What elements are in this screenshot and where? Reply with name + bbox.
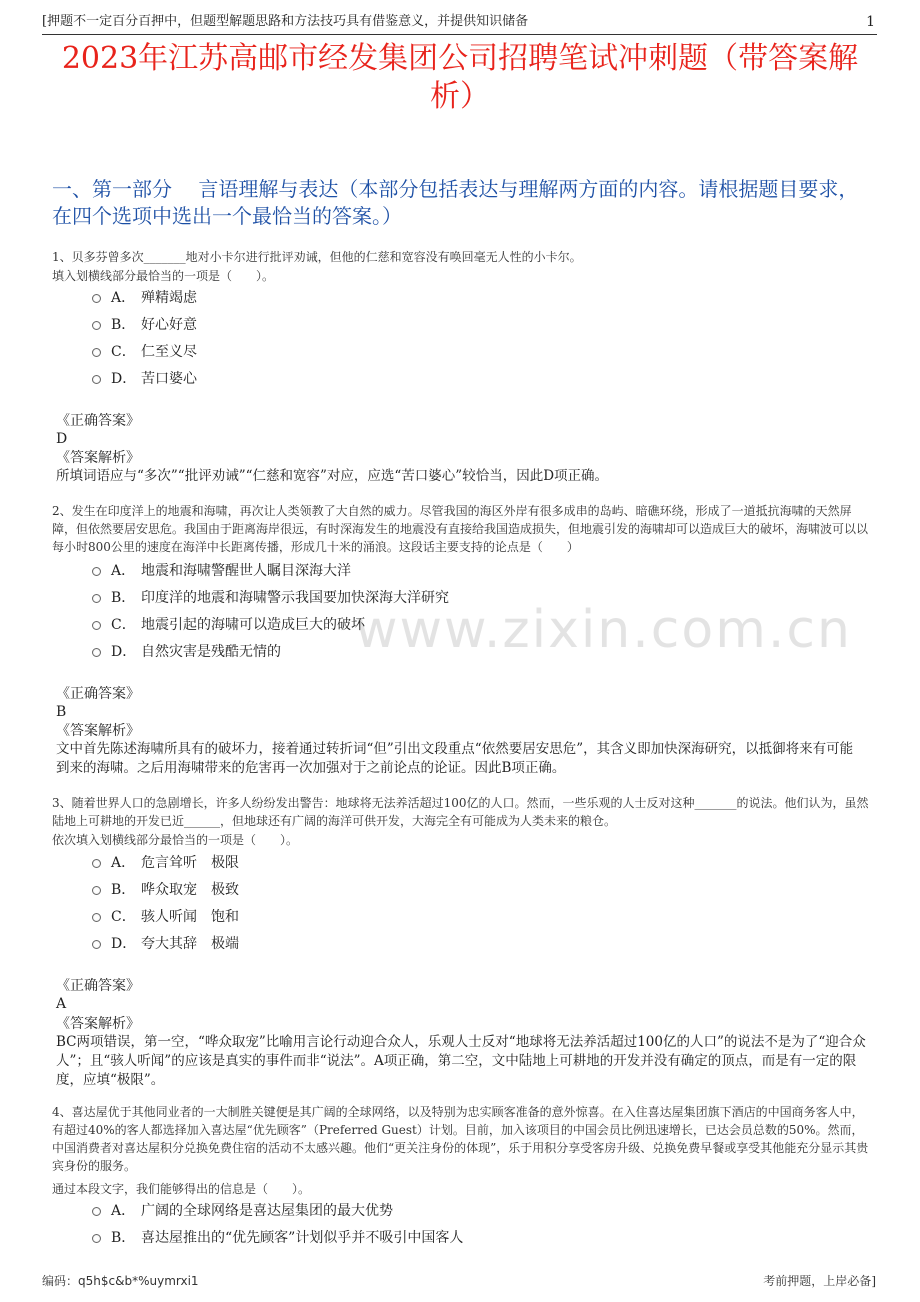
question-3-option-b[interactable]: B． 哗众取宠 极致: [92, 880, 239, 900]
question-4-option-b[interactable]: B． 喜达屋推出的“优先顾客”计划似乎并不吸引中国客人: [92, 1228, 463, 1248]
watermark: www.zixin.com.cn: [355, 600, 852, 660]
question-3-option-d[interactable]: D． 夸大其辞 极端: [92, 934, 239, 954]
footer-slogan: 考前押题，上岸必备]: [763, 1274, 876, 1288]
radio-icon[interactable]: [92, 859, 101, 868]
radio-icon[interactable]: [92, 594, 101, 603]
radio-icon[interactable]: [92, 567, 101, 576]
question-3-answer: A: [56, 996, 67, 1012]
section-heading: 一、第一部分 言语理解与表达（本部分包括表达与理解两方面的内容。请根据题目要求，在四个选项中选出一个最恰当的答案。）: [52, 177, 859, 228]
question-2-option-a[interactable]: A． 地震和海啸警醒世人瞩目深海大洋: [92, 561, 351, 581]
radio-icon[interactable]: [92, 648, 101, 657]
radio-icon[interactable]: [92, 294, 101, 303]
question-2-stem: 2、发生在印度洋上的地震和海啸，再次让人类领教了大自然的威力。尽管我国的海区外岸有很多成串的岛屿、暗礁环绕，形成了一道抵抗海啸的天然屏障，但依然要居安思危。我国由于距离海岸很远，有时深海发生的地震没有直接给我国造成损失，但地震引发的海啸却可以造成巨大的破坏，海啸波可以以每小时800公里的速度在海洋中长距离传播，形成几十米的涌浪。这段话主要支持的论点是（ ）: [52, 504, 869, 554]
radio-icon[interactable]: [92, 321, 101, 330]
question-1-stem: 1、贝多芬曾多次_______地对小卡尔进行批评劝诫，但他的仁慈和宽容没有唤回毫无人性的小卡尔。: [52, 250, 582, 264]
radio-icon[interactable]: [92, 348, 101, 357]
question-4-prompt: 通过本段文字，我们能够得出的信息是（ ）。: [52, 1182, 311, 1196]
question-2-option-c[interactable]: C． 地震引起的海啸可以造成巨大的破坏: [92, 615, 365, 635]
question-2-answer: B: [56, 704, 67, 720]
radio-icon[interactable]: [92, 1207, 101, 1216]
footer-code: 编码：q5h$c&b*%uymrxi1: [42, 1274, 199, 1288]
radio-icon[interactable]: [92, 913, 101, 922]
question-3-explanation: BC两项错误，第一空，“哗众取宠”比喻用言论行动迎合众人，乐观人士反对“地球将无法养活超过100亿的人口”的说法不是为了“迎合众人”；且“骇人听闻”的应该是真实的事件而非“说法”。A项正确，第二空，文中陆地上可耕地的开发并没有确定的顶点，而是有一定的限度，应填“极限”。: [56, 1034, 866, 1088]
question-3-answer-label: 《正确答案》: [56, 978, 140, 994]
question-1-explanation: 所填词语应与“多次”“批评劝诫”“仁慈和宽容”对应，应选“苦口婆心”较恰当，因此D项正确。: [56, 468, 609, 484]
question-2-analysis-label: 《答案解析》: [56, 723, 140, 739]
question-2-option-d[interactable]: D． 自然灾害是残酷无情的: [92, 642, 281, 662]
question-1-option-a[interactable]: A． 殚精竭虑: [92, 288, 197, 308]
radio-icon[interactable]: [92, 886, 101, 895]
question-1-option-b[interactable]: B． 好心好意: [92, 315, 197, 335]
question-2-option-b[interactable]: B． 印度洋的地震和海啸警示我国要加快深海大洋研究: [92, 588, 449, 608]
radio-icon[interactable]: [92, 940, 101, 949]
question-1-prompt: 填入划横线部分最恰当的一项是（ ）。: [52, 269, 275, 283]
question-3-stem: 3、随着世界人口的急剧增长，许多人纷纷发出警告：地球将无法养活超过100亿的人口。然而，一些乐观的人士反对这种_______的说法。他们认为，虽然陆地上可耕地的开发已近______，但地球还有广阔的海洋可供开发，大海完全有可能成为人类未来的粮仓。: [52, 796, 869, 828]
question-4-stem: 4、喜达屋优于其他同业者的一大制胜关键便是其广阔的全球网络，以及特别为忠实顾客准备的意外惊喜。在入住喜达屋集团旗下酒店的中国商务客人中，有超过40%的客人都选择加入喜达屋“优先顾客”（Preferred Guest）计划。目前，加入该项目的中国会员比例迅速增长，已达会员总数的50%。然而，中国消费者对喜达屋积分兑换免费住宿的活动不太感兴趣。他们“更关注身份的体现”，乐于用积分享受客房升级、兑换免费早餐或享受其他能充分显示其贵宾身份的服务。: [52, 1105, 869, 1173]
question-3-option-c[interactable]: C． 骇人听闻 饱和: [92, 907, 239, 927]
page-number: 1: [866, 14, 875, 30]
question-2-answer-label: 《正确答案》: [56, 686, 140, 702]
question-3-analysis-label: 《答案解析》: [56, 1016, 140, 1032]
question-1-option-c[interactable]: C． 仁至义尽: [92, 342, 197, 362]
question-1-answer-label: 《正确答案》: [56, 413, 140, 429]
header-text: [押题不一定百分百押中，但题型解题思路和方法技巧具有借鉴意义，并提供知识储备: [42, 14, 529, 29]
document-title: 2023年江苏高邮市经发集团公司招聘笔试冲刺题（带答案解析）: [61, 41, 859, 114]
question-3-option-a[interactable]: A． 危言耸听 极限: [92, 853, 239, 873]
question-1-analysis-label: 《答案解析》: [56, 450, 140, 466]
page-header: [42, 12, 877, 35]
question-4-option-a[interactable]: A． 广阔的全球网络是喜达屋集团的最大优势: [92, 1201, 393, 1221]
question-1-answer: D: [56, 431, 68, 447]
question-2-explanation: 文中首先陈述海啸所具有的破坏力，接着通过转折词“但”引出文段重点“依然要居安思危”，其含义即加快深海研究，以抵御将来有可能到来的海啸。之后用海啸带来的危害再一次加强对于之前论点的论证。因此B项正确。: [56, 741, 854, 776]
radio-icon[interactable]: [92, 1234, 101, 1243]
radio-icon[interactable]: [92, 621, 101, 630]
radio-icon[interactable]: [92, 375, 101, 384]
question-1-option-d[interactable]: D． 苦口婆心: [92, 369, 197, 389]
question-3-prompt: 依次填入划横线部分最恰当的一项是（ ）。: [52, 833, 299, 847]
